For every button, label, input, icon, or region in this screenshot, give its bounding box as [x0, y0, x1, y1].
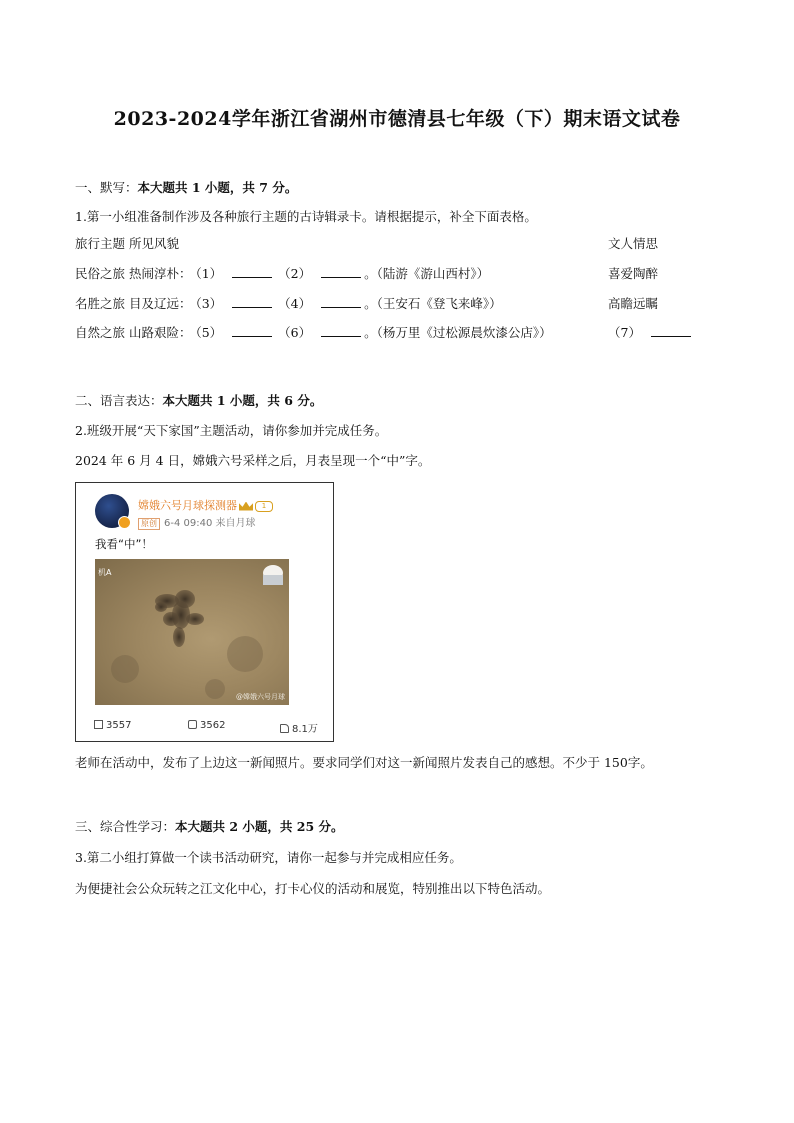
answer-blank-5[interactable]	[232, 325, 272, 337]
question-3-intro: 为便捷社会公众玩转之江文化中心，打卡心仪的活动和展览，特别推出以下特色活动。	[75, 881, 551, 896]
question-1: 1.第一小组准备制作涉及各种旅行主题的古诗辑录卡。请根据提示，补全下面表格。	[75, 209, 537, 224]
question-2: 2.班级开展“天下家国”主题活动，请你参加并完成任务。	[75, 423, 388, 438]
answer-blank-4[interactable]	[321, 296, 361, 308]
table-header-left: 旅行主题 所见风貌	[75, 236, 179, 251]
post-time: 6-4 09:40 来自月球	[164, 518, 256, 529]
section1-heading-score: 本大题共 1 小题，共 7 分。	[137, 180, 298, 195]
like-count[interactable]	[280, 720, 318, 735]
table-row	[75, 264, 489, 282]
row-source: 。（王安石《登飞来峰》）	[364, 296, 502, 311]
table-header-right: 文人情思	[608, 236, 659, 251]
section1-heading-prefix: 一、默写：	[75, 180, 138, 195]
account-name-text: 嫦娥六号月球探测器	[138, 499, 237, 512]
repost-count-text: 3557	[106, 720, 132, 731]
repost-icon	[94, 720, 103, 729]
section3-heading	[75, 817, 344, 835]
blank-label: （2）	[278, 266, 312, 281]
section2-heading-score: 本大题共 1 小题，共 6 分。	[162, 393, 323, 408]
blank-label: （7）	[608, 325, 641, 340]
section1-heading	[75, 178, 297, 196]
post-meta	[138, 514, 256, 530]
row-theme: 名胜之旅 目及辽远：	[75, 296, 192, 311]
comment-icon	[188, 720, 197, 729]
page-title: 2023-2024学年浙江省湖州市德清县七年级（下）期末语文试卷	[113, 108, 681, 130]
blank-label: （1）	[195, 266, 223, 281]
section3-heading-score: 本大题共 2 小题，共 25 分。	[175, 819, 344, 834]
like-count-text: 8.1万	[292, 724, 318, 735]
row-theme: 自然之旅 山路艰险：	[75, 325, 192, 340]
post-text: 我看“中”！	[95, 537, 153, 551]
section3-heading-prefix: 三、综合性学习：	[75, 819, 176, 834]
section2-heading-prefix: 二、语言表达：	[75, 393, 163, 408]
account-name	[138, 497, 273, 513]
original-tag: 原创	[138, 518, 160, 530]
question-3: 3.第二小组打算做一个读书活动研究，请你一起参与并完成相应任务。	[75, 850, 462, 865]
answer-blank-1[interactable]	[232, 266, 272, 278]
row-theme: 民俗之旅 热闹淳朴：	[75, 266, 192, 281]
blank-label: （3）	[195, 296, 223, 311]
answer-blank-3[interactable]	[232, 296, 272, 308]
blank-label: （6）	[278, 325, 312, 340]
avatar	[95, 494, 129, 528]
weibo-post-screenshot	[75, 482, 334, 742]
table-row	[75, 294, 502, 312]
row-source: 。（陆游《游山西村》）	[364, 266, 490, 281]
answer-blank-2[interactable]	[321, 266, 361, 278]
verified-badge-icon	[118, 516, 131, 529]
answer-blank-7[interactable]	[651, 325, 691, 337]
watermark: @嫦娥六号月球	[236, 693, 285, 701]
blank-label: （5）	[195, 325, 223, 340]
moon-surface-drawing	[95, 559, 289, 705]
blank-label: （4）	[278, 296, 312, 311]
moon-surface-photo	[95, 559, 289, 705]
row-feeling: 高瞻远瞩	[608, 296, 659, 311]
comment-count-text: 3562	[200, 720, 226, 731]
question-2-instruction: 老师在活动中，发布了上边这一新闻照片。要求同学们对这一新闻照片发表自己的感想。不少于 150字。	[75, 755, 653, 770]
answer-blank-6[interactable]	[321, 325, 361, 337]
camera-label: 机A	[98, 568, 112, 577]
table-row-feeling	[608, 323, 691, 341]
section2-heading	[75, 391, 322, 409]
question-2-context: 2024 年 6 月 4 日，嫦娥六号采样之后，月表呈现一个“中”字。	[75, 453, 431, 468]
row-source: 。（杨万里《过松源晨炊漆公店》）	[364, 325, 552, 340]
vip-level-badge: 1	[255, 501, 273, 512]
comment-count[interactable]	[188, 720, 225, 731]
repost-count[interactable]	[94, 720, 131, 731]
crown-icon	[239, 502, 253, 511]
row-feeling: 喜爱陶醉	[608, 266, 659, 281]
thumbs-up-icon	[280, 724, 289, 733]
table-row	[75, 323, 552, 341]
